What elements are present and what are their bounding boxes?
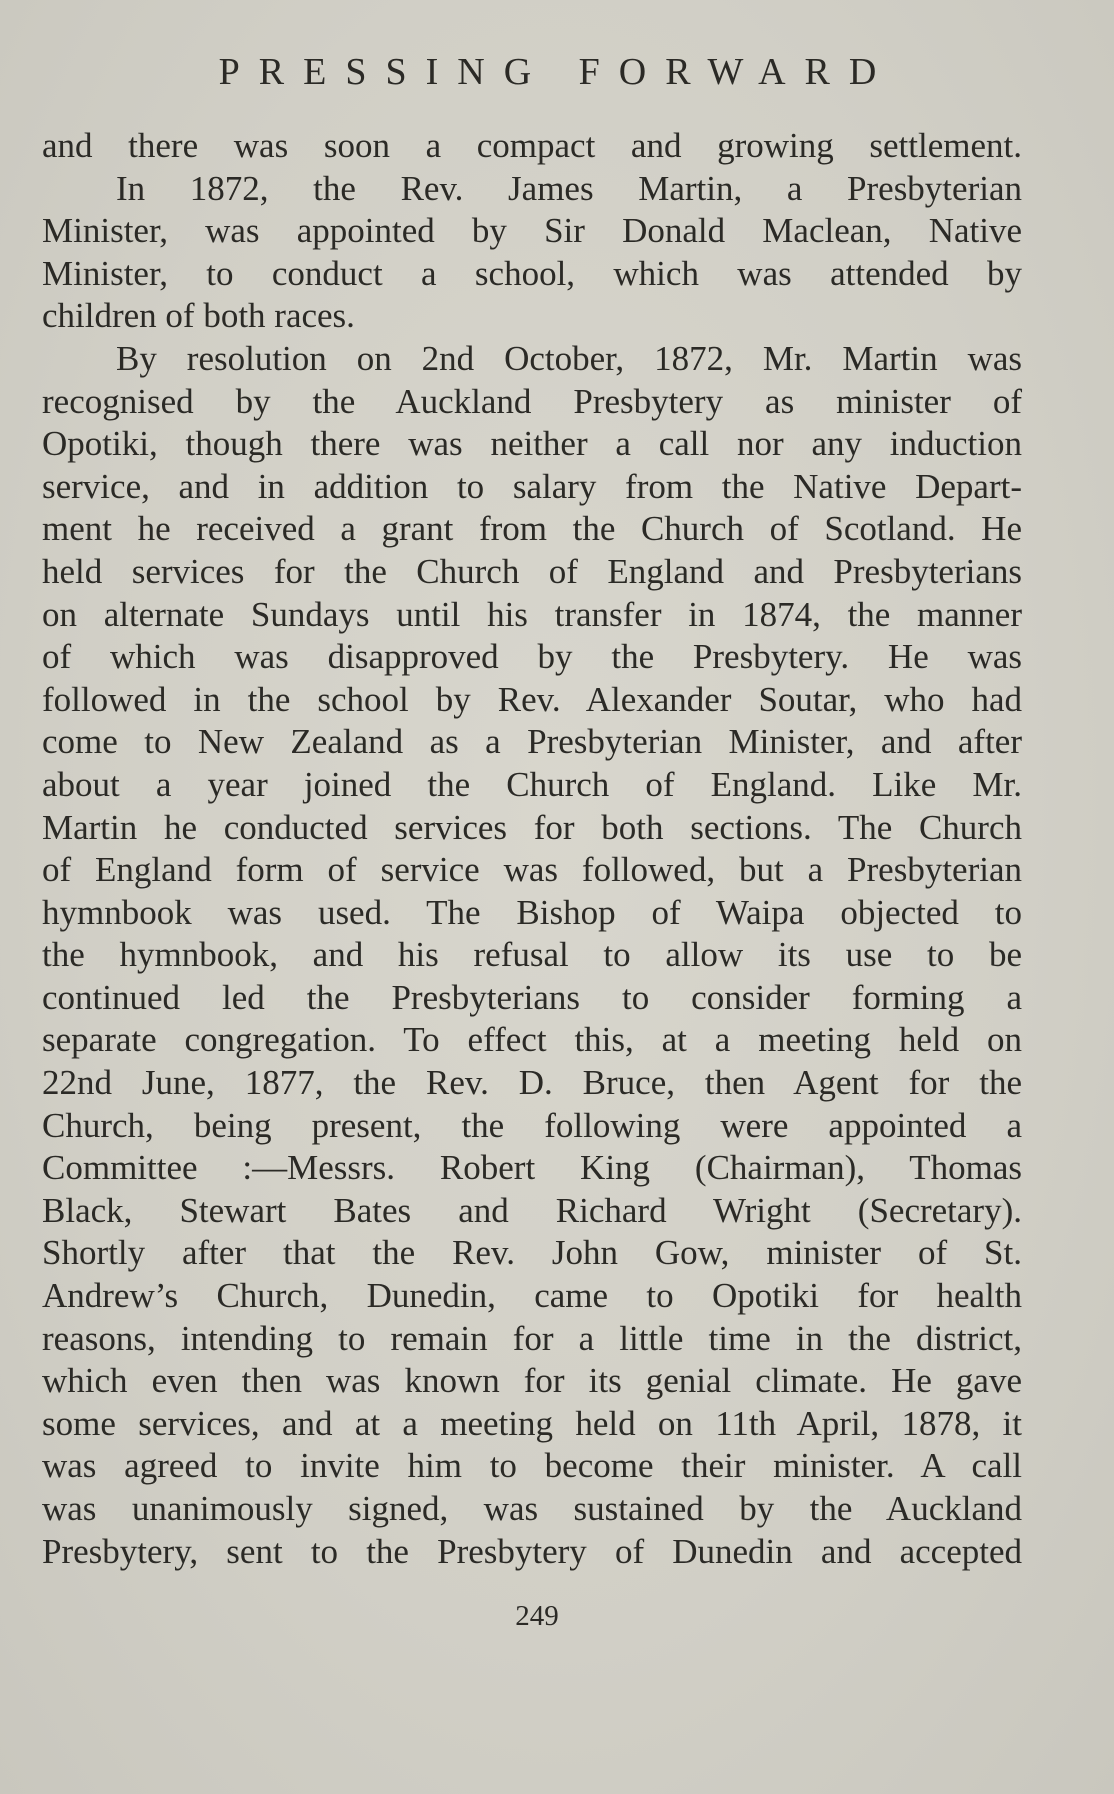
text-line: Minister, to conduct a school, which was attended by [42, 253, 1022, 293]
text-line: held services for the Church of England and Presbyterians [42, 551, 1022, 591]
text-line: By resolution on 2nd October, 1872, Mr. Martin was [116, 338, 1022, 378]
text-line: Martin he conducted services for both sections. The Church [42, 807, 1022, 847]
text-line: Church, being present, the following were appointed a [42, 1105, 1022, 1145]
text-line: and there was soon a compact and growing settlement. [42, 126, 1022, 165]
text-line: followed in the school by Rev. Alexander Soutar, who had [42, 679, 1022, 719]
text-line: was unanimously signed, was sustained by the Auckland [42, 1489, 1022, 1528]
text-line: which even then was known for its genial climate. He gave [42, 1361, 1022, 1401]
text-line: Committee :—Messrs. Robert King (Chairman), Thomas [42, 1148, 1022, 1188]
text-line: come to New Zealand as a Presbyterian Minister, and after [42, 722, 1022, 762]
text-line: children of both races. [42, 296, 355, 336]
page-number: 249 [515, 1600, 559, 1632]
text-line: In 1872, the Rev. James Martin, a Presbyterian [116, 168, 1022, 208]
text-line: Shortly after that the Rev. John Gow, minister of St. [42, 1233, 1022, 1273]
text-line: of which was disapproved by the Presbytery. He was [42, 637, 1022, 677]
body-text [42, 125, 1022, 1573]
text-line: Presbytery, sent to the Presbytery of Dunedin and accepted [42, 1531, 1022, 1571]
text-line: was agreed to invite him to become their minister. A call [42, 1446, 1022, 1486]
text-line: continued led the Presbyterians to consider forming a [42, 977, 1022, 1017]
text-line: the hymnbook, and his refusal to allow its use to be [42, 935, 1022, 975]
text-line: recognised by the Auckland Presbytery as minister of [42, 381, 1022, 421]
text-line: on alternate Sundays until his transfer in 1874, the manner [42, 594, 1022, 634]
text-line: service, and in addition to salary from the Native Depart- [42, 466, 1022, 506]
text-line: separate congregation. To effect this, at a meeting held on [42, 1020, 1022, 1060]
text-line: Opotiki, though there was neither a call nor any induction [42, 424, 1022, 464]
text-line: some services, and at a meeting held on 11th April, 1878, it [42, 1403, 1022, 1443]
text-line: Black, Stewart Bates and Richard Wright (Secretary). [42, 1190, 1022, 1230]
text-line: reasons, intending to remain for a little time in the district, [42, 1318, 1022, 1358]
text-line: 22nd June, 1877, the Rev. D. Bruce, then Agent for the [42, 1063, 1022, 1103]
text-line: Andrew’s Church, Dunedin, came to Opotiki for health [42, 1276, 1022, 1316]
text-line: ment he received a grant from the Church of Scotland. He [42, 509, 1022, 549]
text-line: hymnbook was used. The Bishop of Waipa objected to [42, 892, 1022, 932]
text-line: of England form of service was followed, but a Presbyterian [42, 850, 1022, 890]
running-title: PRESSING FORWARD [218, 51, 896, 93]
text-line: about a year joined the Church of England. Like Mr. [42, 764, 1022, 804]
text-line: Minister, was appointed by Sir Donald Maclean, Native [42, 211, 1022, 251]
